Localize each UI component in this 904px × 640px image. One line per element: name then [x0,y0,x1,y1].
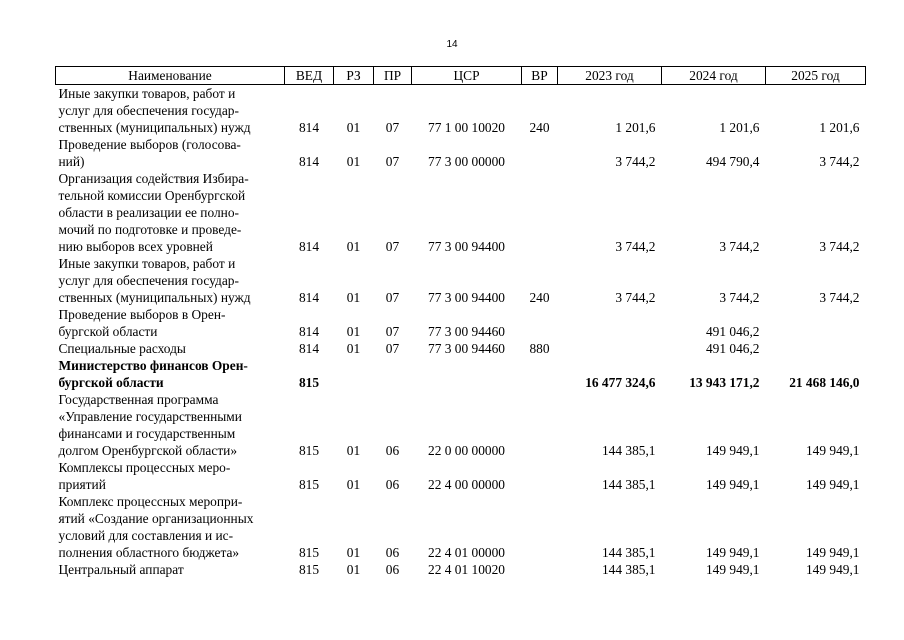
cell-2023: 144 385,1 [601,477,656,492]
cell-pr [374,357,412,391]
cell-ved: 814 [298,239,320,254]
row-name-line: Иные закупки товаров, работ и [58,256,236,271]
table-row [56,136,866,170]
cell-vr: 880 [529,341,550,356]
row-name [56,561,285,578]
cell-2023: 1 201,6 [615,120,656,135]
cell-pr: 07 [385,341,400,356]
cell-vr [522,136,558,170]
cell-2023: 3 744,2 [615,154,656,169]
header-2025: 2025 год [766,67,866,85]
header-rz: РЗ [334,67,374,85]
budget-table [55,66,866,578]
cell-vr: 240 [529,120,550,135]
cell-ved: 814 [298,154,320,169]
cell-csr: 77 3 00 94400 [428,290,505,305]
cell-2023: 3 744,2 [615,239,656,254]
cell-rz: 01 [346,545,361,560]
row-name [56,136,285,170]
cell-2023: 144 385,1 [601,443,656,458]
cell-vr [522,391,558,459]
cell-ved: 815 [298,477,320,492]
cell-rz: 01 [346,324,361,339]
cell-2023: 3 744,2 [615,290,656,305]
cell-2024: 149 949,1 [705,562,760,577]
row-name [56,306,285,340]
header-vr: ВР [522,67,558,85]
row-name-line: Специальные расходы [58,341,186,356]
cell-pr: 06 [385,562,400,577]
cell-2025 [766,340,866,357]
cell-pr: 07 [385,120,400,135]
row-name-line: Проведение выборов (голосова- [58,137,241,152]
cell-2023 [558,340,662,357]
cell-pr: 07 [385,239,400,254]
row-name-line: бургской области [58,375,164,390]
cell-vr [522,170,558,255]
row-name-line: условий для составления и ис- [58,528,234,543]
cell-2024: 149 949,1 [705,443,760,458]
cell-rz [334,357,374,391]
row-name-line: Центральный аппарат [58,562,184,577]
row-name [56,391,285,459]
header-2024: 2024 год [662,67,766,85]
cell-2024: 149 949,1 [705,477,760,492]
row-name-line: долгом Оренбургской области» [58,443,238,458]
cell-2024: 491 046,2 [705,324,760,339]
table-row [56,493,866,561]
table-row [56,391,866,459]
cell-ved: 814 [298,341,320,356]
cell-pr: 07 [385,154,400,169]
cell-rz: 01 [346,443,361,458]
row-name [56,85,285,137]
cell-rz: 01 [346,154,361,169]
cell-2024: 3 744,2 [719,239,760,254]
cell-2025: 149 949,1 [805,477,860,492]
row-name-line: Комплексы процессных меро- [58,460,231,475]
row-name-line: Комплекс процессных меропри- [58,494,243,509]
cell-2024: 494 790,4 [705,154,760,169]
cell-2025: 149 949,1 [805,443,860,458]
cell-csr: 22 0 00 00000 [428,443,505,458]
cell-2024: 1 201,6 [719,120,760,135]
header-2023: 2023 год [558,67,662,85]
cell-rz: 01 [346,562,361,577]
cell-2024: 491 046,2 [705,341,760,356]
row-name [56,493,285,561]
table-row [56,340,866,357]
row-name [56,459,285,493]
cell-2024: 149 949,1 [705,545,760,560]
page-number: 14 [446,39,458,50]
cell-vr [522,493,558,561]
row-name-line: нию выборов всех уровней [58,239,213,254]
cell-pr: 07 [385,324,400,339]
row-name-line: финансами и государственным [58,426,236,441]
cell-vr [522,357,558,391]
row-name-line: тельной комиссии Оренбургской [58,188,246,203]
table-row [56,306,866,340]
cell-2025: 3 744,2 [819,290,860,305]
cell-2025: 149 949,1 [805,545,860,560]
cell-2025: 3 744,2 [819,154,860,169]
row-name-line: мочий по подготовке и проведе- [58,222,242,237]
cell-ved: 814 [298,120,320,135]
row-name-line: Государственная программа [58,392,219,407]
cell-2024: 3 744,2 [719,290,760,305]
header-name: Наименование [56,67,285,85]
cell-vr [522,459,558,493]
cell-2025: 3 744,2 [819,239,860,254]
cell-rz: 01 [346,290,361,305]
row-name-line: ний) [58,154,85,169]
row-name-line: приятий [58,477,106,492]
row-name-line: ственных (муниципальных) нужд [58,290,251,305]
row-name-line: ственных (муниципальных) нужд [58,120,251,135]
row-name [56,170,285,255]
cell-rz: 01 [346,120,361,135]
row-name-line: полнения областного бюджета» [58,545,240,560]
table-row [56,357,866,391]
cell-vr [522,561,558,578]
row-name-line: «Управление государственными [58,409,242,424]
table-row [56,170,866,255]
row-name-line: услуг для обеспечения государ- [58,103,239,118]
row-name-line: Проведение выборов в Орен- [58,307,226,322]
cell-csr: 22 4 00 00000 [428,477,505,492]
cell-csr: 77 3 00 94460 [428,324,505,339]
row-name [56,357,285,391]
cell-pr: 07 [385,290,400,305]
cell-vr: 240 [529,290,550,305]
cell-csr [412,357,522,391]
cell-csr: 77 3 00 94460 [428,341,505,356]
cell-pr: 06 [385,477,400,492]
row-name-line: бургской области [58,324,158,339]
table-row [56,459,866,493]
header-csr: ЦСР [412,67,522,85]
row-name-line: Организация содействия Избира- [58,171,249,186]
cell-ved: 814 [298,324,320,339]
row-name [56,340,285,357]
table-body [56,85,866,579]
cell-2023: 16 477 324,6 [585,375,656,390]
row-name-line: услуг для обеспечения государ- [58,273,239,288]
cell-2024: 13 943 171,2 [689,375,760,390]
cell-rz: 01 [346,341,361,356]
row-name-line: ятий «Создание организационных [58,511,254,526]
cell-2023 [558,306,662,340]
cell-2025 [766,306,866,340]
header-ved: ВЕД [285,67,334,85]
cell-2023: 144 385,1 [601,562,656,577]
header-pr: ПР [374,67,412,85]
cell-2025: 21 468 146,0 [789,375,860,390]
table-row [56,85,866,137]
cell-vr [522,306,558,340]
cell-pr: 06 [385,443,400,458]
row-name-line: области в реализации ее полно- [58,205,239,220]
cell-ved: 815 [298,375,320,390]
cell-ved: 815 [298,545,320,560]
row-name-line: Министерство финансов Орен- [58,358,248,373]
cell-pr: 06 [385,545,400,560]
table-row [56,561,866,578]
cell-ved: 815 [298,443,320,458]
cell-2025: 1 201,6 [819,120,860,135]
cell-ved: 815 [298,562,320,577]
table-header-row [56,67,866,85]
cell-csr: 77 1 00 10020 [428,120,505,135]
cell-2023: 144 385,1 [601,545,656,560]
cell-2025: 149 949,1 [805,562,860,577]
cell-ved: 814 [298,290,320,305]
cell-rz: 01 [346,239,361,254]
cell-rz: 01 [346,477,361,492]
cell-csr: 22 4 01 10020 [428,562,505,577]
cell-csr: 22 4 01 00000 [428,545,505,560]
cell-csr: 77 3 00 00000 [428,154,505,169]
row-name [56,255,285,306]
cell-csr: 77 3 00 94400 [428,239,505,254]
row-name-line: Иные закупки товаров, работ и [58,86,236,101]
table-row [56,255,866,306]
